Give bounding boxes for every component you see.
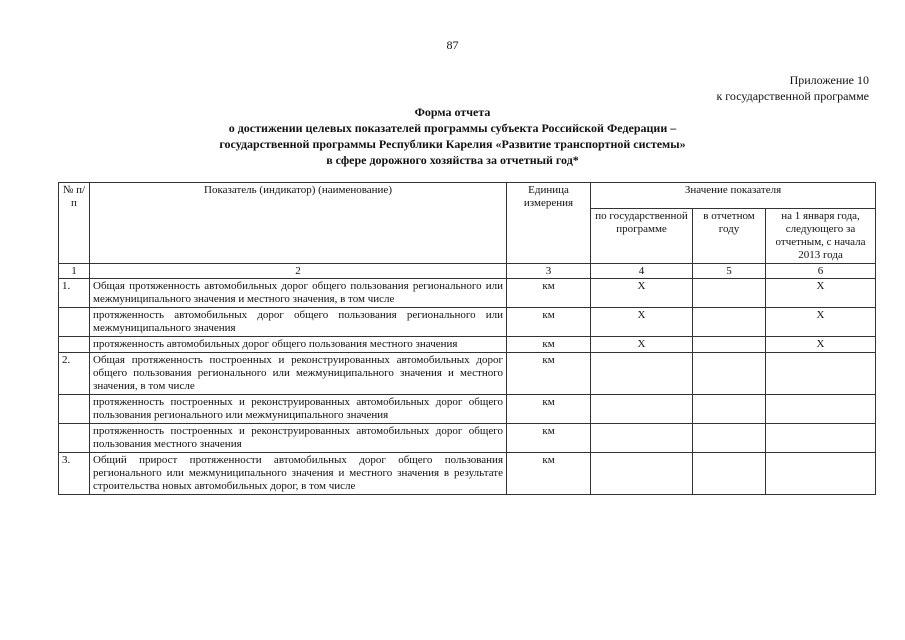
table-row: [59, 424, 876, 453]
program-value: Х: [591, 308, 693, 337]
column-number: 3: [507, 264, 591, 279]
report-year-value: [693, 395, 766, 424]
unit-cell: км: [507, 279, 591, 308]
column-number: 6: [766, 264, 876, 279]
column-number-row: [59, 264, 876, 279]
program-value: Х: [591, 279, 693, 308]
header-value-group: Значение показателя: [591, 183, 876, 209]
header-number: № п/п: [59, 183, 90, 264]
table-row: [59, 279, 876, 308]
table-row: [59, 308, 876, 337]
program-value: [591, 453, 693, 495]
january-value: Х: [766, 279, 876, 308]
appendix-note: [716, 72, 869, 104]
appendix-line-2: к государственной программе: [716, 89, 869, 103]
january-value: Х: [766, 308, 876, 337]
page-number: 87: [446, 38, 459, 52]
january-value: [766, 395, 876, 424]
row-number: [59, 308, 90, 337]
report-year-value: [693, 353, 766, 395]
form-title-line-3: государственной программы Республики Карелия «Развитие транспортной системы»: [219, 137, 686, 151]
column-number: 5: [693, 264, 766, 279]
program-value: [591, 395, 693, 424]
row-number: 1.: [59, 279, 90, 308]
row-number: [59, 337, 90, 353]
header-by-program: по государственной программе: [591, 209, 693, 264]
unit-cell: км: [507, 453, 591, 495]
indicator-name: Общий прирост протяженности автомобильных дорог общего пользования регионального или межмуниципального значения и местного значения в результате строительства новых автомобильных дорог, в том числе: [90, 453, 507, 495]
table-row: [59, 337, 876, 353]
report-year-value: [693, 424, 766, 453]
program-value: [591, 353, 693, 395]
indicator-name: протяженность автомобильных дорог общего пользования местного значения: [90, 337, 507, 353]
header-as-of-january: на 1 января года, следующего за отчетным, с начала 2013 года: [766, 209, 876, 264]
form-title-line-4: в сфере дорожного хозяйства за отчетный год*: [326, 153, 579, 167]
unit-cell: км: [507, 424, 591, 453]
column-number: 1: [59, 264, 90, 279]
program-value: [591, 424, 693, 453]
unit-cell: км: [507, 395, 591, 424]
program-value: Х: [591, 337, 693, 353]
row-number: 3.: [59, 453, 90, 495]
report-year-value: [693, 337, 766, 353]
appendix-line-1: Приложение 10: [789, 73, 869, 87]
january-value: [766, 453, 876, 495]
form-title-line-1: Форма отчета: [414, 105, 491, 119]
column-number: 4: [591, 264, 693, 279]
january-value: [766, 353, 876, 395]
report-year-value: [693, 453, 766, 495]
indicator-name: протяженность построенных и реконструированных автомобильных дорог общего пользования регионального или межмуниципального значения: [90, 395, 507, 424]
header-indicator: Показатель (индикатор) (наименование): [90, 183, 507, 264]
indicator-name: протяженность автомобильных дорог общего пользования регионального или межмуниципального значения: [90, 308, 507, 337]
unit-cell: км: [507, 353, 591, 395]
header-in-report-year: в отчетном году: [693, 209, 766, 264]
unit-cell: км: [507, 308, 591, 337]
table-row: [59, 395, 876, 424]
january-value: [766, 424, 876, 453]
row-number: 2.: [59, 353, 90, 395]
table-row: [59, 453, 876, 495]
unit-cell: км: [507, 337, 591, 353]
row-number: [59, 424, 90, 453]
january-value: Х: [766, 337, 876, 353]
table-row: [59, 353, 876, 395]
form-title: [0, 104, 905, 168]
indicator-name: Общая протяженность построенных и реконструированных автомобильных дорог общего пользования регионального или межмуниципального значения и местного значения, в том числе: [90, 353, 507, 395]
indicator-report-table: [58, 182, 876, 495]
indicator-name: протяженность построенных и реконструированных автомобильных дорог общего пользования местного значения: [90, 424, 507, 453]
report-year-value: [693, 279, 766, 308]
row-number: [59, 395, 90, 424]
column-number: 2: [90, 264, 507, 279]
header-unit: Единица измерения: [507, 183, 591, 264]
form-title-line-2: о достижении целевых показателей программы субъекта Российской Федерации –: [228, 121, 677, 135]
report-year-value: [693, 308, 766, 337]
indicator-name: Общая протяженность автомобильных дорог общего пользования регионального или межмуниципального значения и местного значения, в том числе: [90, 279, 507, 308]
